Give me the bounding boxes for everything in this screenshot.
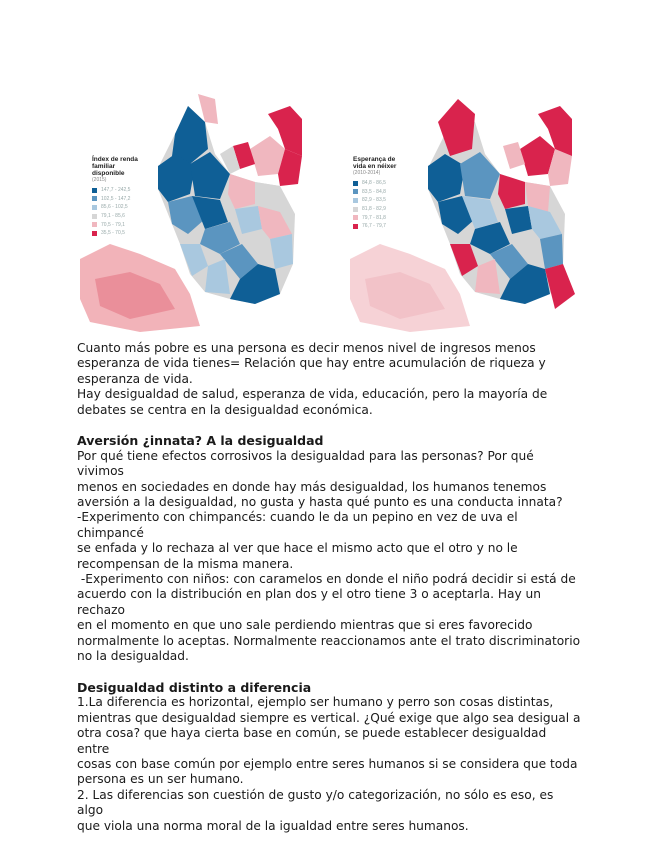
- intro-line: debates se centra en la desigualdad económica.: [77, 402, 373, 417]
- intro-line: Hay desigualdad de salud, esperanza de vida, educación, pero la mayoría de: [77, 387, 548, 402]
- paragraph-line: menos en sociedades en donde hay más desigualdad, los humanos tenemos: [77, 479, 547, 494]
- income-range: 85,6 - 102,5: [101, 204, 128, 211]
- intro-line: esperanza de vida tienes= Relación que hay entre acumulación de riqueza y: [77, 356, 546, 371]
- maps-image: [80, 94, 576, 334]
- life-range: 84,8 - 86,5: [362, 180, 386, 187]
- life-legend-unit: (2010-2014): [353, 170, 381, 176]
- maps-figure: [80, 94, 576, 334]
- paragraph-line: recompensan de la misma manera.: [77, 556, 294, 571]
- paragraph-line: -Experimento con niños: con caramelos en donde el niño podrá decidir si está de: [77, 572, 576, 587]
- paragraph-line: cosas con base común por ejemplo entre seres humanos si se considera que toda: [77, 756, 578, 771]
- paragraph-line: normalmente lo aceptas. Normalmente reaccionamos ante el trato discriminatorio: [77, 633, 581, 648]
- paragraph-line: Por qué tiene efectos corrosivos la desigualdad para las personas? Por qué vivimos: [77, 448, 534, 479]
- paragraph-line: -Experimento con chimpancés: cuando le da un pepino en vez de uva el chimpancé: [77, 510, 518, 540]
- paragraph-line: persona es un ser humano.: [77, 772, 244, 787]
- income-range: 147,7 - 242,5: [101, 187, 131, 194]
- income-range: 35,5 - 70,5: [101, 230, 125, 237]
- paragraph-line: mientras que desigualdad siempre es vertical. ¿Qué exige que algo sea desigual a: [77, 710, 581, 725]
- paragraph-line: en el momento en que uno sale perdiendo mientras que si eres favorecido: [77, 618, 533, 633]
- paragraph-line: 2. Las diferencias son cuestión de gusto y/o categorización, no sólo es eso, es algo: [77, 787, 554, 818]
- income-legend-title: Índex de renda familiar disponible: [92, 156, 138, 177]
- income-range: 79,1 - 85,6: [101, 213, 125, 220]
- paragraph-line: no la desigualdad.: [77, 649, 189, 664]
- document-body: [77, 341, 582, 834]
- paragraph-line: 1.La diferencia es horizontal, ejemplo ser humano y perro son cosas distintas,: [77, 695, 554, 710]
- income-legend: [92, 156, 140, 238]
- life-legend-title: Esperança de vida en néixer: [353, 156, 397, 170]
- life-range: 76,7 - 79,7: [362, 223, 386, 230]
- income-range: 102,5 - 147,2: [101, 195, 131, 202]
- paragraph-line: que viola una norma moral de la igualdad entre seres humanos.: [77, 818, 469, 833]
- intro-line: esperanza de vida.: [77, 371, 193, 386]
- paragraph-line: otra cosa? que haya cierta base en común, se puede establecer desigualdad entre: [77, 726, 547, 756]
- income-legend-unit: (2015): [92, 177, 107, 183]
- income-range: 70,5 - 79,1: [101, 221, 125, 228]
- life-legend: [353, 156, 401, 231]
- paragraph-line: aversión a la desigualdad, no gusta y hasta qué punto es una conducta innata?: [77, 495, 563, 510]
- paragraph-line: se enfada y lo rechaza al ver que hace el mismo acto que el otro y no le: [77, 541, 518, 556]
- intro-line: Cuanto más pobre es una persona es decir menos nivel de ingresos menos: [77, 341, 536, 355]
- paragraph-line: acuerdo con la distribución en plan dos y el otro tiene 3 o aceptarla. Hay un rechazo: [77, 587, 541, 617]
- life-range: 79,7 - 81,8: [362, 214, 386, 221]
- life-range: 83,5 - 84,8: [362, 188, 386, 195]
- life-range: 81,8 - 82,9: [362, 206, 386, 213]
- section-heading-difference: Desigualdad distinto a diferencia: [77, 679, 312, 695]
- life-range: 82,9 - 83,5: [362, 197, 386, 204]
- section-heading-aversion: Aversión ¿innata? A la desigualdad: [77, 433, 324, 449]
